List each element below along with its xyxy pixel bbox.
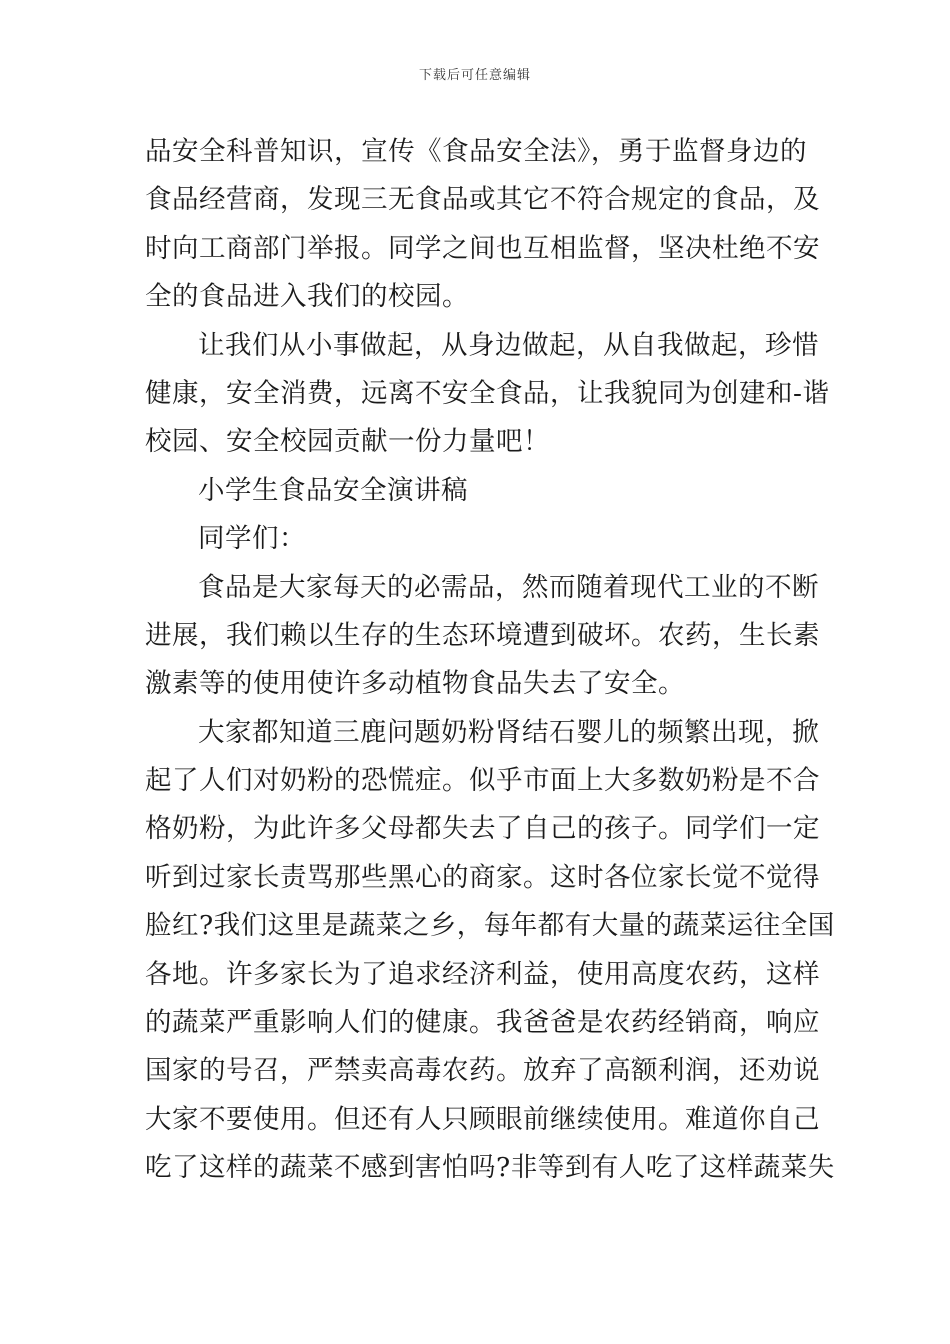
text-line: 让我们从小事做起，从身边做起，从自我做起，珍惜 bbox=[198, 329, 819, 361]
text-line: 吃了这样的蔬菜不感到害怕吗?非等到有人吃了这样蔬菜失 bbox=[145, 1152, 835, 1184]
text-line: 的蔬菜严重影响人们的健康。我爸爸是农药经销商，响应 bbox=[145, 1007, 820, 1039]
text-line: 进展，我们赖以生存的生态环境遭到破坏。农药，生长素 bbox=[145, 619, 820, 651]
text-line: 食品经营商，发现三无食品或其它不符合规定的食品，及 bbox=[145, 184, 820, 216]
text-line: 同学们： bbox=[198, 523, 306, 555]
text-line: 听到过家长责骂那些黑心的商家。这时各位家长觉不觉得 bbox=[145, 861, 820, 893]
text-line: 国家的号召，严禁卖高毒农药。放弃了高额利润，还劝说 bbox=[145, 1055, 820, 1087]
text-line: 脸红?我们这里是蔬菜之乡，每年都有大量的蔬菜运往全国 bbox=[145, 910, 835, 942]
text-line: 校园、安全校园贡献一份力量吧！ bbox=[145, 426, 550, 458]
page-header: 下载后可任意编辑 bbox=[418, 68, 531, 83]
text-line: 时向工商部门举报。同学之间也互相监督，坚决杜绝不安 bbox=[145, 232, 820, 264]
text-line: 全的食品进入我们的校园。 bbox=[145, 281, 469, 313]
text-line: 小学生食品安全演讲稿 bbox=[198, 474, 468, 506]
text-line: 健康，安全消费，远离不安全食品，让我貌同为创建和-谐 bbox=[145, 377, 830, 409]
text-line: 各地。许多家长为了追求经济利益，使用高度农药，这样 bbox=[145, 958, 820, 990]
text-line: 大家都知道三鹿问题奶粉肾结石婴儿的频繁出现，掀 bbox=[198, 716, 819, 748]
text-line: 起了人们对奶粉的恐慌症。似乎市面上大多数奶粉是不合 bbox=[145, 765, 820, 797]
text-line: 品安全科普知识，宣传《食品安全法》，勇于监督身边的 bbox=[145, 136, 807, 167]
text-line: 食品是大家每天的必需品，然而随着现代工业的不断 bbox=[198, 571, 819, 603]
text-line: 大家不要使用。但还有人只顾眼前继续使用。难道你自己 bbox=[145, 1103, 820, 1135]
text-line: 格奶粉，为此许多父母都失去了自己的孩子。同学们一定 bbox=[145, 813, 820, 845]
text-line: 激素等的使用使许多动植物食品失去了安全。 bbox=[145, 668, 685, 700]
document-body bbox=[145, 128, 835, 1193]
